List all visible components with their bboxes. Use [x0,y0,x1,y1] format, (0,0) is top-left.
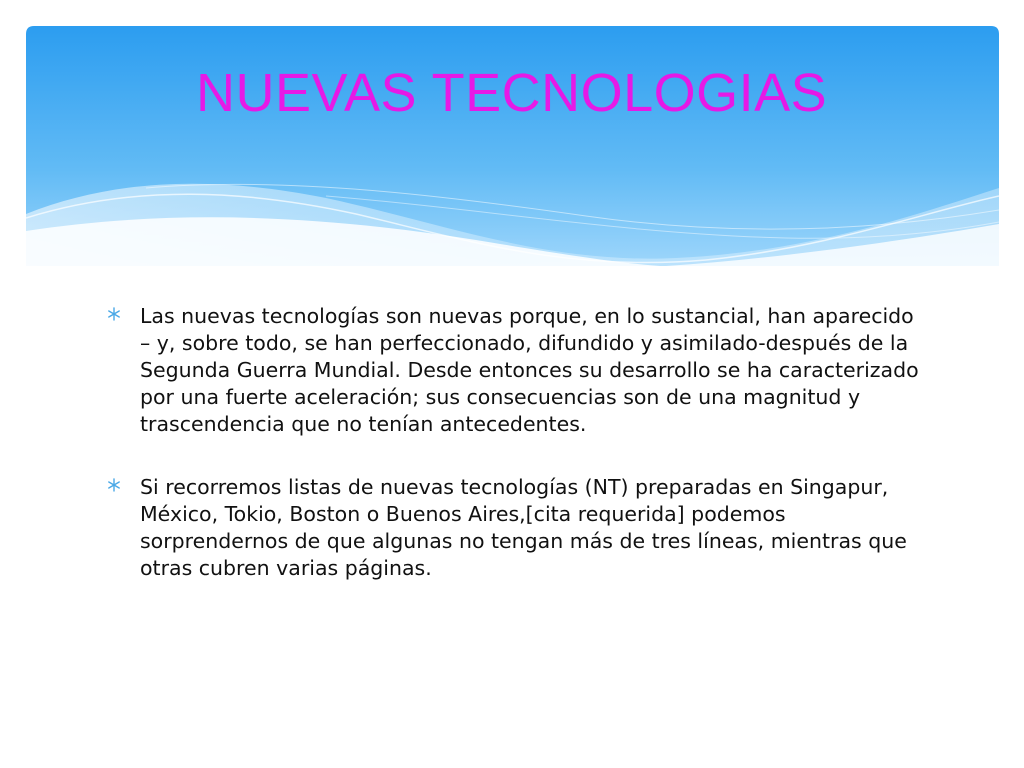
bullet-item [104,303,924,438]
bullet-item [104,474,924,582]
bullet-text: Las nuevas tecnologías son nuevas porque, en lo sustancial, han aparecido – y, sobre todo, se han perfeccionado, difundido y asimilado-después de la Segunda Guerra Mundial. Desde entonces su desarrollo se ha caracterizado por una fuerte aceleración; sus consecuencias son de una magnitud y trascendencia que no tenían antecedentes. [140,304,919,436]
asterisk-icon [106,477,122,493]
slide-title: NUEVAS TECNOLOGIAS [196,63,828,123]
bullet-list [104,303,924,618]
asterisk-icon [106,306,122,322]
bullet-text: Si recorremos listas de nuevas tecnologías (NT) preparadas en Singapur, México, Tokio, Boston o Buenos Aires,[cita requerida] podemos sorprendernos de que algunas no tengan más de tres líneas, mientras que otras cubren varias páginas. [140,475,907,580]
